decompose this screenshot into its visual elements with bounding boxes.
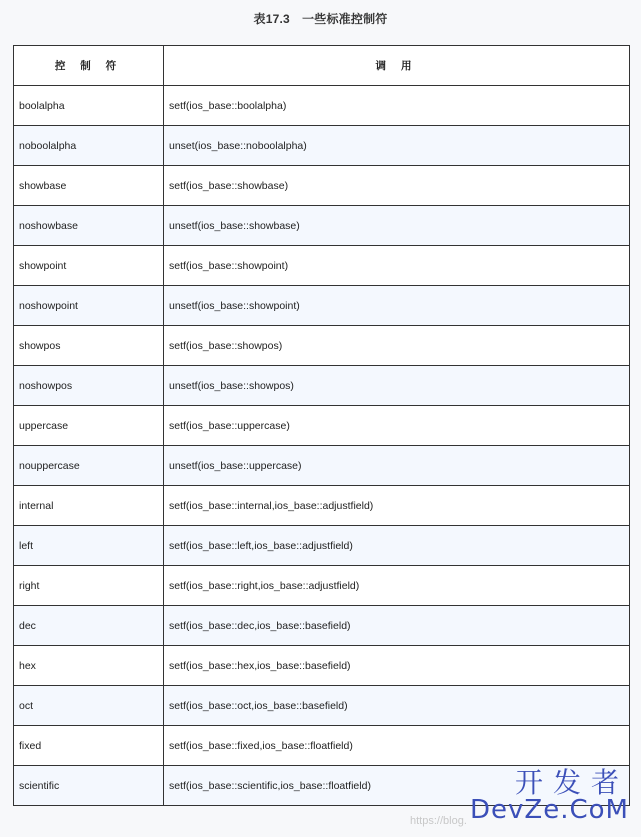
call-cell: setf(ios_base::boolalpha) <box>164 86 630 126</box>
table-row <box>14 606 630 646</box>
call-cell: setf(ios_base::showpos) <box>164 326 630 366</box>
table-row <box>14 206 630 246</box>
call-cell: setf(ios_base::scientific,ios_base::floatfield) <box>164 766 630 806</box>
call-cell: setf(ios_base::dec,ios_base::basefield) <box>164 606 630 646</box>
manipulator-cell: oct <box>14 686 164 726</box>
table-row <box>14 486 630 526</box>
call-cell: setf(ios_base::fixed,ios_base::floatfield) <box>164 726 630 766</box>
manipulator-cell: left <box>14 526 164 566</box>
manipulator-cell: nouppercase <box>14 446 164 486</box>
manipulator-cell: boolalpha <box>14 86 164 126</box>
call-cell: unsetf(ios_base::showpoint) <box>164 286 630 326</box>
manipulator-cell: noshowpoint <box>14 286 164 326</box>
table-row <box>14 326 630 366</box>
call-cell: setf(ios_base::left,ios_base::adjustfield) <box>164 526 630 566</box>
table-row <box>14 446 630 486</box>
table-row <box>14 726 630 766</box>
manipulator-cell: noshowpos <box>14 366 164 406</box>
call-cell: setf(ios_base::oct,ios_base::basefield) <box>164 686 630 726</box>
table-row <box>14 566 630 606</box>
manipulator-cell: noboolalpha <box>14 126 164 166</box>
table-caption: 表17.3 一些标准控制符 <box>253 12 388 26</box>
table-row <box>14 646 630 686</box>
manipulator-cell: dec <box>14 606 164 646</box>
call-cell: setf(ios_base::right,ios_base::adjustfield) <box>164 566 630 606</box>
manipulator-cell: showbase <box>14 166 164 206</box>
manipulator-cell: showpos <box>14 326 164 366</box>
manipulator-cell: uppercase <box>14 406 164 446</box>
table-row <box>14 526 630 566</box>
header-manipulator: 控 制 符 <box>14 46 164 86</box>
manipulator-cell: showpoint <box>14 246 164 286</box>
manipulator-cell: right <box>14 566 164 606</box>
table-row <box>14 686 630 726</box>
manipulator-cell: noshowbase <box>14 206 164 246</box>
call-cell: setf(ios_base::uppercase) <box>164 406 630 446</box>
watermark-chinese: 开发者 <box>514 766 629 799</box>
table-row <box>14 86 630 126</box>
table-row <box>14 126 630 166</box>
table-row <box>14 366 630 406</box>
call-cell: setf(ios_base::showbase) <box>164 166 630 206</box>
call-cell: unsetf(ios_base::uppercase) <box>164 446 630 486</box>
call-cell: unsetf(ios_base::showbase) <box>164 206 630 246</box>
table-row <box>14 166 630 206</box>
manipulator-cell: scientific <box>14 766 164 806</box>
call-cell: setf(ios_base::internal,ios_base::adjustfield) <box>164 486 630 526</box>
table-row <box>14 406 630 446</box>
table-row <box>14 286 630 326</box>
watermark-url: https://blog. <box>410 815 467 827</box>
header-call: 调 用 <box>164 46 630 86</box>
call-cell: setf(ios_base::hex,ios_base::basefield) <box>164 646 630 686</box>
manipulator-table <box>13 45 630 806</box>
call-cell: unset(ios_base::noboolalpha) <box>164 126 630 166</box>
watermark-logo <box>470 761 629 831</box>
manipulator-cell: fixed <box>14 726 164 766</box>
manipulator-cell: hex <box>14 646 164 686</box>
manipulator-cell: internal <box>14 486 164 526</box>
table-row <box>14 246 630 286</box>
call-cell: setf(ios_base::showpoint) <box>164 246 630 286</box>
watermark-english: DevZe.CoM <box>470 795 629 825</box>
table-header-row <box>14 46 630 86</box>
call-cell: unsetf(ios_base::showpos) <box>164 366 630 406</box>
